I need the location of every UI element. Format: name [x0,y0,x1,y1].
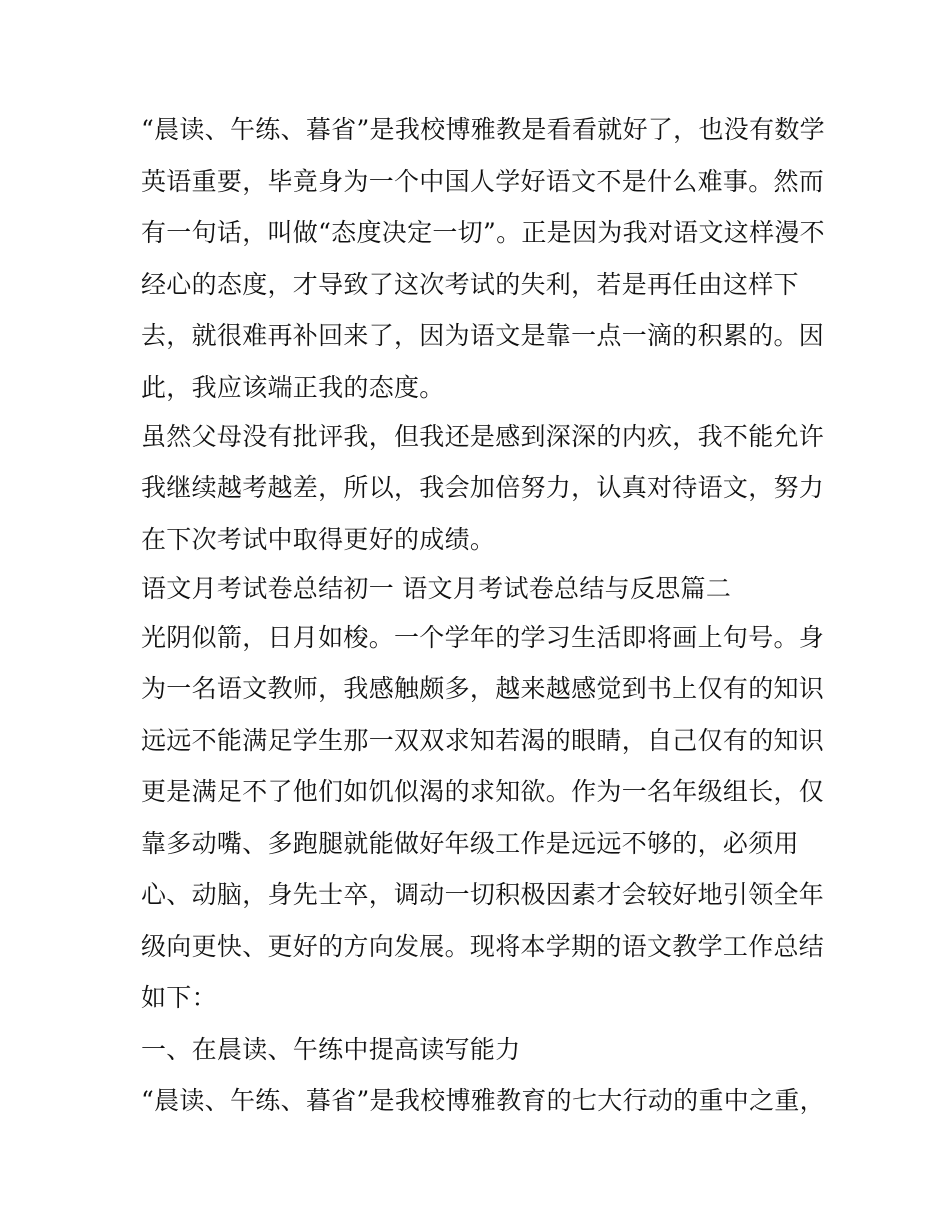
text-line: 为一名语文教师，我感触颇多，越来越感觉到书上仅有的知识 [141,674,825,703]
text-line: 光阴似箭，日月如梭。一个学年的学习生活即将画上句号。身 [141,622,825,652]
text-line: 去，就很难再补回来了，因为语文是靠一点一滴的积累的。因 [141,321,825,350]
section-heading: 语文月考试卷总结初一 语文月考试卷总结与反思篇二 [141,573,732,603]
text-line: 虽然父母没有批评我，但我还是感到深深的内疚，我不能允许 [141,421,825,451]
text-line: 更是满足不了他们如饥似渴的求知欲。作为一名年级组长，仅 [141,777,825,806]
text-line: 心、动脑，身先士卒，调动一切积极因素才会较好地引领全年 [141,880,825,909]
subsection-heading: 一、在晨读、午练中提高读写能力 [141,1034,521,1064]
text-line: 如下： [141,983,217,1012]
text-line: “晨读、午练、暮省”是我校博雅教是看看就好了，也没有数学 [141,115,825,144]
text-line: 级向更快、更好的方向发展。现将本学期的语文教学工作总结 [141,931,825,961]
text-line: 远远不能满足学生那一双双求知若渴的眼睛，自己仅有的知识 [141,725,825,755]
text-line: 英语重要，毕竟身为一个中国人学好语文不是什么难事。然而 [141,166,825,196]
text-line: 在下次考试中取得更好的成绩。 [141,524,496,554]
text-line: “晨读、午练、暮省”是我校博雅教育的七大行动的重中之重， [141,1086,825,1115]
text-line: 靠多动嘴、多跑腿就能做好年级工作是远远不够的，必须用 [141,828,799,858]
text-line: 我继续越考越差，所以，我会加倍努力，认真对待语文，努力 [141,473,825,502]
text-line: 此，我应该端正我的态度。 [141,372,445,402]
document-body [141,108,825,1131]
text-line: 经心的态度，才导致了这次考试的失利，若是再任由这样下 [141,269,799,299]
text-line: 有一句话，叫做“态度决定一切”。正是因为我对语文这样漫不 [141,218,825,247]
